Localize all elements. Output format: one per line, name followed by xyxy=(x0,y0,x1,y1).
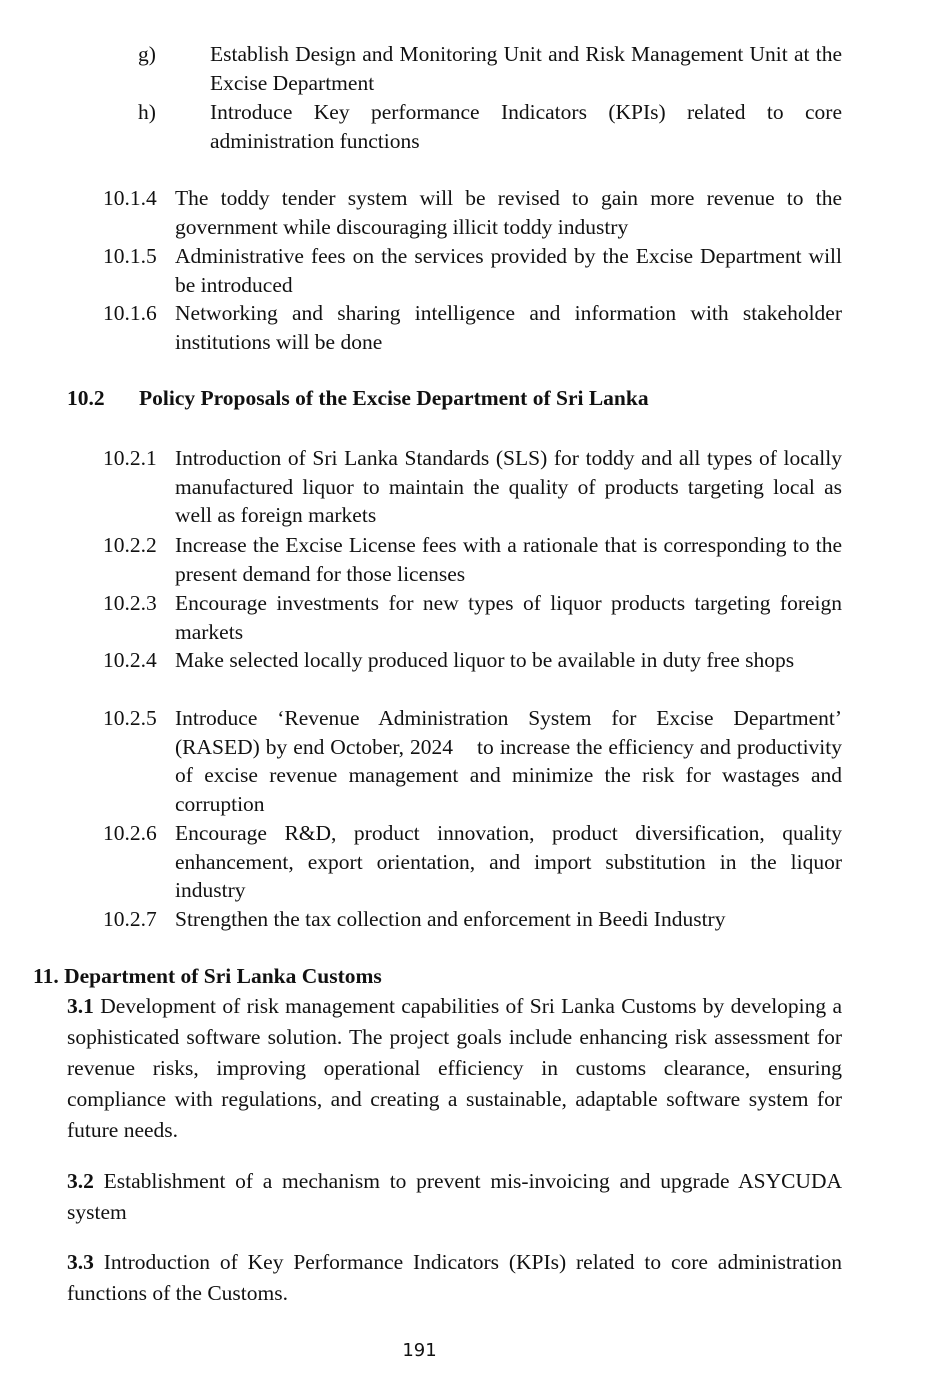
paragraph-text: Development of risk management capabilities of Sri Lanka Customs by developing a sophisticated software solution. The project goals include enhancing risk assessment for revenue risks, improving operational efficiency in customs clearance, ensuring compliance with regulations, and creating a sustainable, adaptable software system for future needs. xyxy=(67,994,843,1142)
item-marker: h) xyxy=(138,100,156,124)
list-item-g xyxy=(138,40,842,97)
item-text: Encourage investments for new types of liquor products targeting foreign markets xyxy=(175,591,842,644)
item-text: Introduce ‘Revenue Administration System for Excise Department’ (RASED) by end October, 2024 to increase the efficiency and productivity of excise revenue management and minimize the risk for wastages and corruption xyxy=(175,706,848,816)
section-number: 10.2 xyxy=(67,386,105,410)
item-number: 10.2.2 xyxy=(103,533,157,557)
list-item-10-1-6 xyxy=(103,299,842,356)
item-number: 10.1.5 xyxy=(103,244,157,268)
item-text: Increase the Excise License fees with a rationale that is corresponding to the present demand for those licenses xyxy=(175,533,842,586)
list-item-h xyxy=(138,98,842,155)
section-title: Policy Proposals of the Excise Department of Sri Lanka xyxy=(139,386,649,410)
item-number: 10.2.4 xyxy=(103,648,157,672)
paragraph-number: 3.2 xyxy=(67,1169,94,1193)
item-text: The toddy tender system will be revised to gain more revenue to the government while discouraging illicit toddy industry xyxy=(175,186,842,239)
list-item-10-1-5 xyxy=(103,242,842,299)
page-number: 191 xyxy=(402,1340,437,1361)
item-text: Administrative fees on the services provided by the Excise Department will be introduced xyxy=(175,244,842,297)
item-number: 10.2.7 xyxy=(103,907,157,931)
list-item-10-2-4 xyxy=(103,646,842,675)
item-number: 10.1.4 xyxy=(103,186,157,210)
item-text: Introduction of Sri Lanka Standards (SLS) for toddy and all types of locally manufactured liquor to maintain the quality of products targeting local as well as foreign markets xyxy=(175,446,842,527)
paragraph-text: Introduction of Key Performance Indicators (KPIs) related to core administration functions of the Customs. xyxy=(67,1250,843,1305)
item-text: Introduce Key performance Indicators (KPIs) related to core administration functions xyxy=(210,100,842,153)
section-heading-11: 11. Department of Sri Lanka Customs xyxy=(33,964,382,988)
paragraph-3-1 xyxy=(67,991,842,1146)
paragraph-number: 3.1 xyxy=(67,994,94,1018)
list-item-10-2-5 xyxy=(103,704,848,818)
item-number: 10.2.6 xyxy=(103,821,157,845)
list-item-10-2-2 xyxy=(103,531,842,588)
item-text: Encourage R&D, product innovation, product diversification, quality enhancement, export orientation, and import substitution in the liquor industry xyxy=(175,821,842,902)
list-item-10-2-7 xyxy=(103,905,842,934)
list-item-10-2-6 xyxy=(103,819,842,905)
item-number: 10.2.1 xyxy=(103,446,157,470)
item-number: 10.2.5 xyxy=(103,706,157,730)
item-text: Strengthen the tax collection and enforcement in Beedi Industry xyxy=(175,907,726,931)
paragraph-text: Establishment of a mechanism to prevent mis-invoicing and upgrade ASYCUDA system xyxy=(67,1169,842,1224)
paragraph-number: 3.3 xyxy=(67,1250,94,1274)
list-item-10-2-1 xyxy=(103,444,842,530)
item-text: Establish Design and Monitoring Unit and Risk Management Unit at the Excise Department xyxy=(210,42,842,95)
list-item-10-1-4 xyxy=(103,184,842,241)
item-marker: g) xyxy=(138,42,156,66)
list-item-10-2-3 xyxy=(103,589,842,646)
item-number: 10.1.6 xyxy=(103,301,157,325)
paragraph-3-2 xyxy=(67,1166,842,1228)
paragraph-3-3 xyxy=(67,1247,842,1309)
item-text: Networking and sharing intelligence and information with stakeholder institutions will be done xyxy=(175,301,842,354)
section-heading-10-2 xyxy=(67,384,649,413)
item-number: 10.2.3 xyxy=(103,591,157,615)
item-text: Make selected locally produced liquor to be available in duty free shops xyxy=(175,648,795,672)
